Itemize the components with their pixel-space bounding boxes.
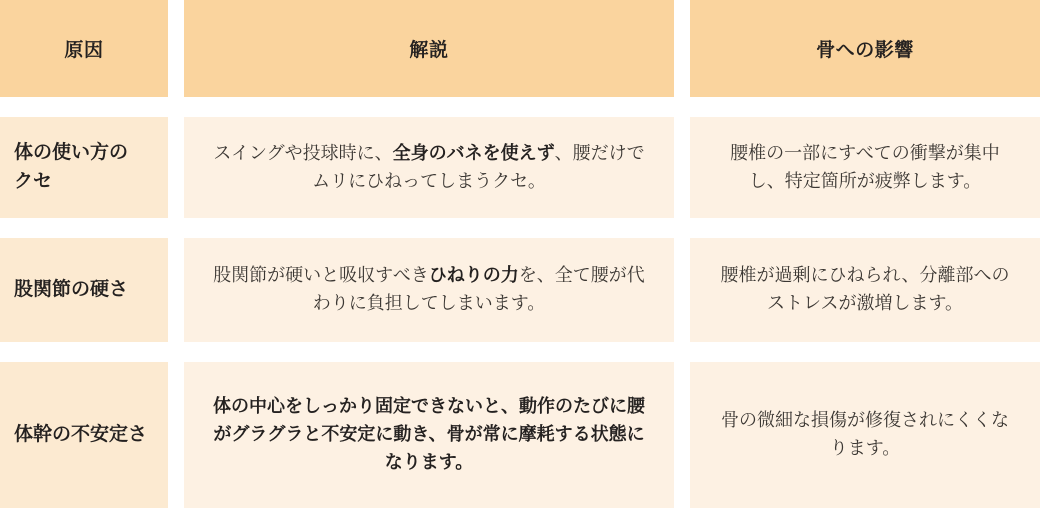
- cause-line: 股関節の硬さ: [14, 278, 129, 300]
- explanation-cell: [184, 362, 674, 508]
- cause-line: 体幹の不安定さ: [14, 423, 148, 445]
- header-label: 骨への影響: [816, 40, 914, 61]
- explanation-text: [207, 140, 651, 196]
- cause-line: クセ: [14, 170, 53, 192]
- explanation-segment: ひねりの力: [428, 265, 519, 286]
- explanation-text: [207, 393, 651, 477]
- explanation-segment: スイングや投球時に、: [213, 142, 393, 163]
- explanation-segment: 全身のバネを使えず: [392, 142, 555, 163]
- explanation-text: [207, 262, 651, 318]
- cause-cell: [0, 117, 168, 218]
- impact-text: 腰椎が過剰にひねられ、分離部へのストレスが激増します。: [720, 265, 1010, 313]
- impact-text: 腰椎の一部にすべての衝撃が集中し、特定箇所が疲弊します。: [730, 142, 1000, 191]
- explanation-segment: 、腰だけでムリにひねってしまうクセ。: [312, 142, 645, 191]
- header-cell-cause: [0, 0, 168, 97]
- header-label: 解説: [409, 40, 449, 61]
- cause-line: 体の使い方の: [14, 142, 129, 163]
- impact-text: 骨の微細な損傷が修復されにくくなります。: [721, 410, 1009, 458]
- explanation-segment: 体の中心をしっかり固定できないと、動作のたびに腰がグラグラと不安定に動き、骨が常に摩耗する状態になります。: [213, 396, 645, 472]
- explanation-cell: [184, 117, 674, 218]
- explanation-segment: 股関節が硬いと吸収すべき: [213, 265, 429, 286]
- explanation-cell: [184, 238, 674, 342]
- header-label: 原因: [64, 40, 104, 61]
- impact-cell: [690, 238, 1040, 342]
- impact-cell: [690, 362, 1040, 508]
- header-cell-explanation: [184, 0, 674, 97]
- explanation-segment: を、全て腰が代わりに負担してしまいます。: [312, 265, 645, 313]
- header-cell-impact: [690, 0, 1040, 97]
- impact-cell: [690, 117, 1040, 218]
- cause-cell: [0, 238, 168, 342]
- cause-cell: [0, 362, 168, 508]
